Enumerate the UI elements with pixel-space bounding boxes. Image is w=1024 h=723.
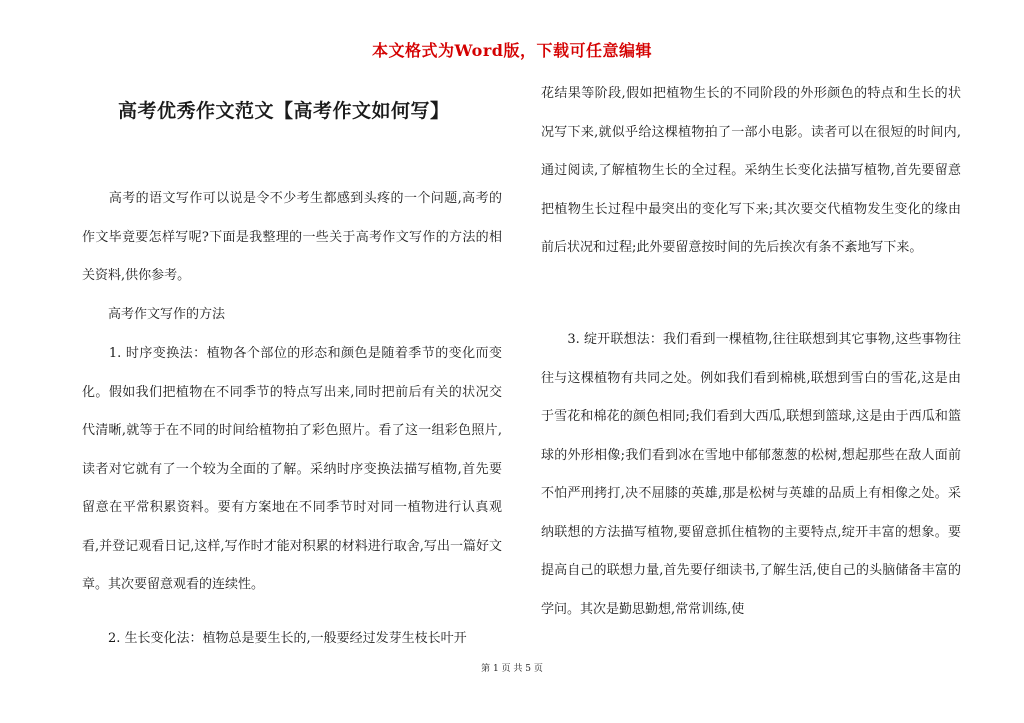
format-notice-banner: 本文格式为Word版，下载可任意编辑 [372,41,652,60]
intro-paragraph: 高考的语文写作可以说是令不少考生都感到头疼的一个问题,高考的作文毕竟要怎样写呢?下面是我整理的一些关于高考作文写作的方法的相关资料,供你参考。 [82,191,502,283]
method-2-paragraph-continued: 花结果等阶段,假如把植物生长的不同阶段的外形颜色的特点和生长的状况写下来,就似乎给这棵植物拍了一部小电影。读者可以在很短的时间内,通过阅读,了解植物生长的全过程。采纳生长变化法描写植物,首先要留意把植物生长过程中最突出的变化写下来;其次要交代植物发生变化的缘由前后状况和过程;此外要留意按时间的先后挨次有条不紊地写下来。 [541,86,961,255]
page-number-footer: 第 1 页 共 5 页 [481,664,543,674]
method-3-paragraph: 3. 绽开联想法：我们看到一棵植物,往往联想到其它事物,这些事物往往与这棵植物有共同之处。例如我们看到棉桃,联想到雪白的雪花,这是由于雪花和棉花的颜色相同;我们看到大西瓜,联想到篮球,这是由于西瓜和篮球的外形相像;我们看到冰在雪地中郁郁葱葱的松树,想起那些在敌人面前不怕严刑拷打,决不屈膝的英雄,那是松树与英雄的品质上有相像之处。采纳联想的方法描写植物,要留意抓住植物的主要特点,绽开丰富的想象。要提高自己的联想力量,首先要仔细读书,了解生活,使自己的头脑储备丰富的学问。其次是勤思勤想,常常训练,使 [541,332,961,617]
method-1-paragraph: 1. 时序变换法：植物各个部位的形态和颜色是随着季节的变化而变化。假如我们把植物在不同季节的特点写出来,同时把前后有关的状况交代清晰,就等于在不同的时间给植物拍了彩色照片。看了这一组彩色照片,读者对它就有了一个较为全面的了解。采纳时序变换法描写植物,首先要留意在平常积累资料。要有方案地在不同季节时对同一植物进行认真观看,并登记观看日记,这样,写作时才能对积累的材料进行取舍,写出一篇好文章。其次要留意观看的连续性。 [82,346,502,592]
section-heading: 高考作文写作的方法 [82,307,226,322]
document-title: 高考优秀作文范文【高考作文如何写】 [118,100,450,122]
method-2-paragraph-start: 2. 生长变化法：植物总是要生长的,一般要经过发芽生枝长叶开 [82,631,467,646]
